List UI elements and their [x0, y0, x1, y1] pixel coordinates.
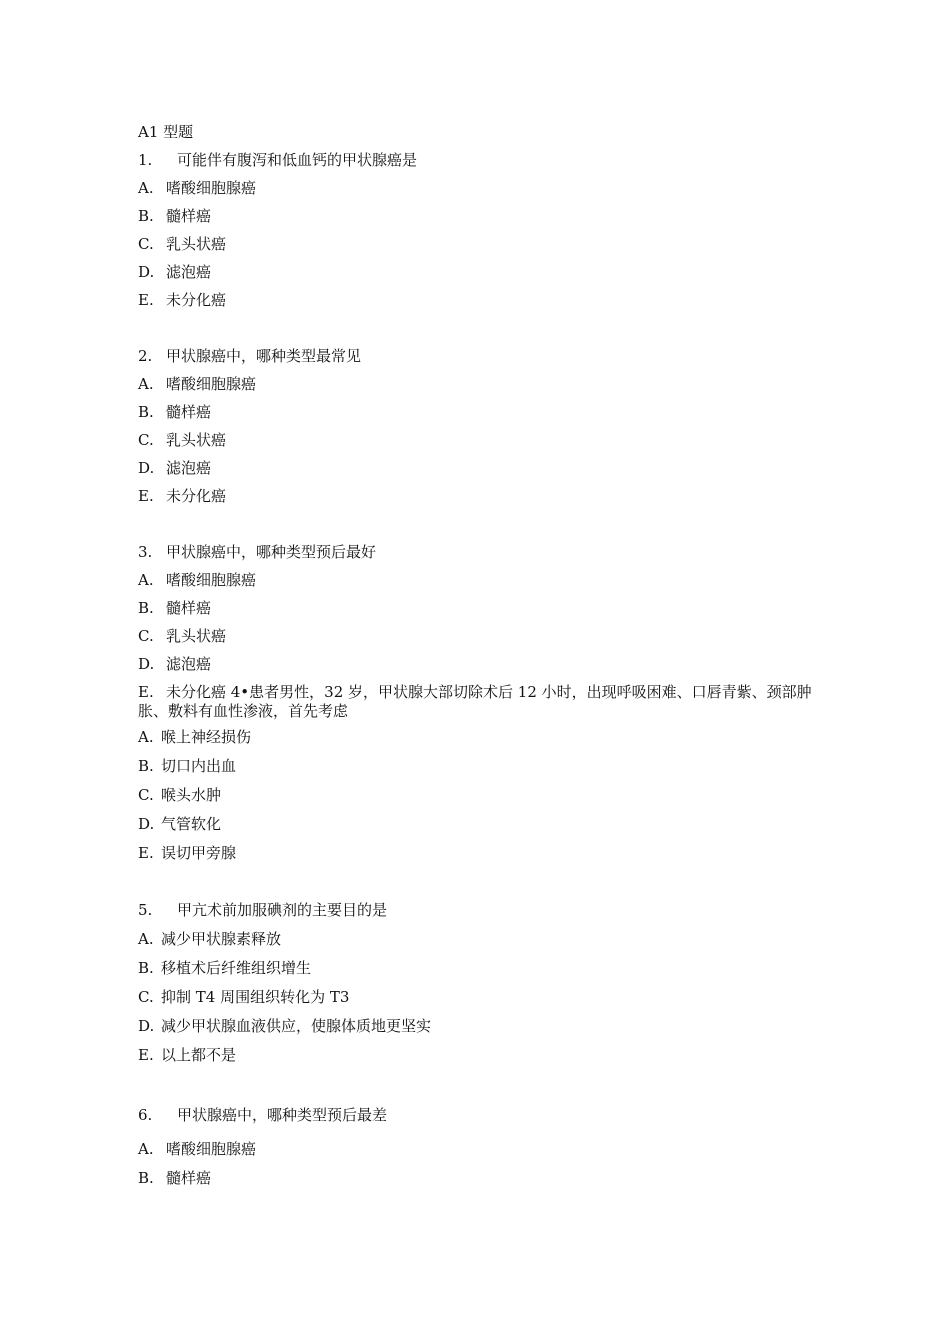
option-text: 减少甲状腺素释放	[161, 930, 282, 948]
option-text: 移植术后纤维组织增生	[161, 959, 312, 977]
option-label: A.	[138, 1140, 154, 1158]
option-text: 抑制 T4 周围组织转化为 T3	[161, 988, 350, 1006]
option-label: E.	[138, 487, 154, 505]
option-text: 切口内出血	[161, 757, 237, 775]
option-text: 嗜酸细胞腺癌	[166, 375, 257, 393]
option-text: 滤泡癌	[166, 459, 212, 477]
option-label: C.	[138, 235, 154, 253]
question-number: 6.	[138, 1106, 153, 1124]
option-label: C.	[138, 431, 154, 449]
option-c	[138, 627, 226, 646]
option-text: 未分化癌	[166, 291, 227, 309]
option-text: 嗜酸细胞腺癌	[166, 1140, 257, 1158]
option-a	[138, 1140, 256, 1159]
option-e	[138, 1046, 236, 1065]
option-label: C.	[138, 627, 154, 645]
option-label: B.	[138, 599, 154, 617]
question-6	[138, 1106, 387, 1125]
option-a	[138, 571, 256, 590]
option-a	[138, 375, 256, 394]
question-1	[138, 151, 417, 170]
option-label: A.	[138, 930, 154, 948]
option-e	[138, 844, 236, 863]
option-label: D.	[138, 459, 155, 477]
option-e	[138, 291, 226, 310]
option-a	[138, 728, 251, 747]
option-label: E.	[138, 291, 154, 309]
option-label: A.	[138, 375, 154, 393]
option-label: A.	[138, 571, 154, 589]
option-text: 未分化癌 4•患者男性，32 岁，甲状腺大部切除术后 12 小时，出现呼吸困难、口唇青紫、颈部肿胀、敷料有血性渗液，首先考虑	[138, 683, 812, 720]
option-c	[138, 988, 349, 1007]
question-text: 甲状腺癌中，哪种类型最常见	[166, 347, 362, 365]
option-label: B.	[138, 757, 154, 775]
option-text: 乳头状癌	[166, 431, 227, 449]
option-text: 乳头状癌	[166, 627, 227, 645]
option-text: 误切甲旁腺	[161, 844, 237, 862]
option-label: B.	[138, 207, 154, 225]
option-label: D.	[138, 815, 155, 833]
option-label: A.	[138, 179, 154, 197]
question-text: 甲状腺癌中，哪种类型预后最好	[166, 543, 377, 561]
option-text: 气管软化	[161, 815, 222, 833]
option-b	[138, 757, 236, 776]
option-b	[138, 403, 211, 422]
option-d	[138, 263, 211, 282]
option-label: C.	[138, 786, 154, 804]
option-label: E.	[138, 844, 154, 862]
option-d	[138, 459, 211, 478]
option-a	[138, 930, 281, 949]
question-number: 1.	[138, 151, 153, 169]
option-b	[138, 207, 211, 226]
option-text: 未分化癌	[166, 487, 227, 505]
option-text: 髓样癌	[166, 1169, 212, 1187]
option-text: 喉上神经损伤	[161, 728, 252, 746]
option-text: 喉头水肿	[161, 786, 222, 804]
question-text: 可能伴有腹泻和低血钙的甲状腺癌是	[177, 151, 418, 169]
option-text: 以上都不是	[161, 1046, 237, 1064]
question-3	[138, 543, 376, 562]
option-text: 乳头状癌	[166, 235, 227, 253]
option-text: 滤泡癌	[166, 263, 212, 281]
option-b	[138, 959, 311, 978]
section-title: A1 型题	[138, 123, 194, 141]
option-d	[138, 655, 211, 674]
option-c	[138, 786, 221, 805]
option-e	[138, 487, 226, 506]
option-a	[138, 179, 256, 198]
question-number: 2.	[138, 347, 153, 365]
option-label: E.	[138, 683, 154, 701]
question-number: 3.	[138, 543, 153, 561]
option-text: 髓样癌	[166, 599, 212, 617]
question-text: 甲亢术前加服碘剂的主要目的是	[177, 901, 388, 919]
question-2	[138, 347, 361, 366]
option-text: 嗜酸细胞腺癌	[166, 179, 257, 197]
option-label: C.	[138, 988, 154, 1006]
option-c	[138, 235, 226, 254]
option-text: 滤泡癌	[166, 655, 212, 673]
question-text: 甲状腺癌中，哪种类型预后最差	[177, 1106, 388, 1124]
option-text: 减少甲状腺血液供应，使腺体质地更坚实	[161, 1017, 432, 1035]
option-label: A.	[138, 728, 154, 746]
option-text: 髓样癌	[166, 207, 212, 225]
option-b	[138, 599, 211, 618]
option-d	[138, 815, 221, 834]
option-label: B.	[138, 1169, 154, 1187]
question-number: 5.	[138, 901, 153, 919]
option-label: D.	[138, 1017, 155, 1035]
option-e	[138, 683, 838, 721]
option-b	[138, 1169, 211, 1188]
option-text: 嗜酸细胞腺癌	[166, 571, 257, 589]
option-label: D.	[138, 655, 155, 673]
option-c	[138, 431, 226, 450]
option-label: D.	[138, 263, 155, 281]
option-text: 髓样癌	[166, 403, 212, 421]
question-5	[138, 901, 387, 920]
option-label: E.	[138, 1046, 154, 1064]
option-label: B.	[138, 403, 154, 421]
option-d	[138, 1017, 431, 1036]
option-label: B.	[138, 959, 154, 977]
